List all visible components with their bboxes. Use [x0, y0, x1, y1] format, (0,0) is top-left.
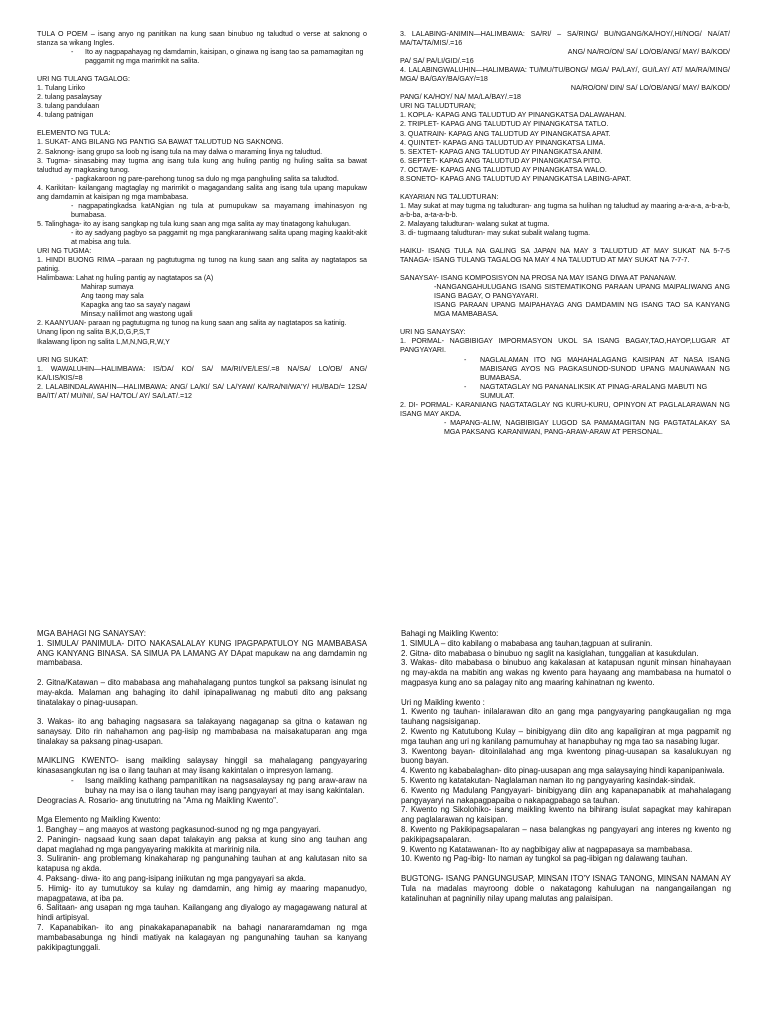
text-line: 4. Paksang- diwa- ito ang pang-isipang iniikutan ng mga pangyayari sa akda.	[37, 873, 306, 883]
text-line: 1. Banghay – ang maayos at wastong pagkasunod-sunod ng ng mga pangyayari.	[37, 824, 321, 834]
blank-line	[37, 805, 367, 815]
text-line: - Ito ay nagpapahayag ng damdamin, kaisipan, o ginawa ng isang tao sa pamamagitan ng paggamit ng mga marirrikit na salita.	[37, 48, 367, 66]
blank-line	[37, 747, 367, 757]
text-line: 3. LALABING-ANIMIN—HALIMBAWA: SA/RI/ – SA/RING/ BU/NGANG/KA/HOY/,HI/NOG/ NA/AT/ MA/TA/TA/MIS/.=16	[400, 30, 730, 48]
blank-line	[37, 707, 367, 717]
text-line: 2. Saknong- isang grupo sa loob ng isang tula na may dalwa o maraming linya ng taludtud.	[37, 147, 323, 156]
blank-line	[37, 668, 367, 678]
text-line: SANAYSAY- ISANG KOMPOSISYON NA PROSA NA MAY ISANG DIWA AT PANANAW.	[400, 274, 677, 283]
blank-line	[401, 688, 731, 698]
text-line: 2. TRIPLET- KAPAG ANG TALUDTUD AY PINANGKATSA TATLO.	[400, 120, 609, 129]
text-line: 3. Kwentong bayan- ditoinilalahad ang mga kwentong pinag-uusapan sa kasalukuyan ng buong bayan.	[401, 746, 731, 766]
text-line: Unang lipon ng salita B,K,D,G,P,S,T	[37, 328, 151, 337]
text-line: 2. tulang pasalaysay	[37, 93, 102, 102]
column-top-left	[37, 30, 367, 512]
text-line: 7. Kwento ng Sikolohiko- isang maikling kwento na bihirang isulat sapagkat may kahirapan ang paglalarawan ng kaisipan.	[401, 805, 731, 825]
text-line: Uri ng Maikling kwento :	[401, 697, 485, 707]
text-line: ISANG PARAAN UPANG MAIPAHAYAG ANG DAMDAMIN NG ISANG TAO SA KANYANG MGA MAMBABASA.	[434, 301, 730, 319]
text-line: 5. Kwento ng katatakutan- Naglalaman naman ito ng pangyayaring kasindak-sindak.	[401, 775, 696, 785]
text-line: 3. Suliranin- ang problemang kinakaharap ng pangunahing tauhan at ang kalutasan nito sa katapusa ng akda.	[37, 854, 367, 874]
text-line: - ito ay sadyang pagbyo sa paggamit ng mga pangkaraniwang salita upang maging kaakit-akit at mabisa ang tula.	[71, 228, 367, 246]
text-line: TULA O POEM – isang anyo ng panitikan na kung saan binubuo ng taludtud o verse at saknong o stanza sa wikang Ingles.	[37, 30, 367, 48]
text-line: BUGTONG- ISANG PANGUNGUSAP, MINSAN ITO'Y ISNAG TANONG, MINSAN NAMAN AY Tula na madalas mayroong doble o nakatagong kahulugan na nangangailangan ng katalinuhan at pagniniliy nilay upang malutas ang palaisipan.	[401, 873, 731, 903]
blank-line	[400, 265, 730, 274]
text-line: PANG/ KA/HOY/ NA/ MA/LA/BAY/.=18	[400, 93, 521, 102]
text-line: Mga Elemento ng Maikling Kwento:	[37, 815, 161, 825]
blank-line	[400, 319, 730, 328]
blank-line	[401, 864, 731, 874]
text-line: 6. Salitaan- ang usapan ng mga tauhan. Kailangang ang diyalogo ay magagawang natural at hindi artipisyal.	[37, 903, 367, 923]
text-line: 4. Karikitan- kailangang magtaglay ng marirrikit o magagandang salita ang isang tula upang mapukaw ang damdamin at kaisipan ng mga mambabasa.	[37, 183, 367, 201]
text-line: - Isang maikling kathang pampanitikan na nagsasalaysay ng pang araw-araw na buhay na may isa o ilang tauhan may isang pangyayari at may isang kakintalan.	[37, 776, 367, 796]
text-line: Ikalawang lipon ng salita L,M,N,NG,R,W,Y	[37, 337, 170, 346]
blank-line	[37, 66, 367, 75]
text-line: - NAGLALAMAN ITO NG MAHAHALAGANG KAISIPAN AT NASA ISANG MABISANG AYOS NG PAGKASUNOD-SUNOD UPANG MAUNAWAAN NG BUMABASA.	[400, 356, 730, 383]
text-line: - NAGTATAGLAY NG PANANALIKSIK AT PINAG-ARALANG MABUTI NG SUMULAT.	[400, 383, 730, 401]
text-line: 7. Kapanabikan- ito ang pinakakapanapanabik na bahagi nanararamdaman ng mga mambabasabunga ng hindi matiyak na kalagayan ng pangunahing tauhan sa kanyang pakikipagtunggali.	[37, 922, 367, 952]
text-line: URI NG SUKAT:	[37, 355, 89, 364]
text-line: HAIKU- ISANG TULA NA GALING SA JAPAN NA MAY 3 TALUDTUD AT MAY SUKAT NA 5-7-5 TANAGA- ISANG TULANG TAGALOG NA MAY 4 NA TALUDTUD AT MAY SUKAT NA 7-7-7.	[400, 247, 730, 265]
text-line: MGA BAHAGI NG SANAYSAY:	[37, 629, 146, 638]
text-line: 4. LALABINGWALUHIN—HALIMBAWA: TU/MU/TU/BONG/ MGA/ PA/LAY/, GU/LAY/ AT/ MA/RA/MING/ MGA/ BA/GAY/BA/GAY/=18	[400, 66, 730, 84]
text-line: Minsa;y nalilimot ang wastong ugali	[81, 310, 193, 319]
blank-line	[37, 120, 367, 129]
text-line: URI NG TULANG TAGALOG:	[37, 75, 131, 84]
text-line: 4. Kwento ng kababalaghan- dito pinag-uusapan ang mga salaysaying hindi kapanipaniwala.	[401, 766, 725, 776]
text-line: 1. Tulang Liriko	[37, 84, 86, 93]
text-line: 1. PORMAL- NAGBIBIGAY IMPORMASYON UKOL SA ISANG BAGAY,TAO,HAYOP,LUGAR AT PANGYAYARI.	[400, 337, 730, 355]
text-line: Deogracias A. Rosario- ang tinututring na "Ama ng Maikling Kwento".	[37, 795, 279, 805]
text-line: 6. SEPTET- KAPAG ANG TALUDTUD AY PINANGKATSA PITO.	[400, 156, 602, 165]
text-line: - pagkakaroon ng pare-parehong tunog sa dulo ng mga panghuling salita sa taludtod.	[71, 174, 339, 183]
text-line: 8. Kwento ng Pakikipagsapalaran – nasa balangkas ng pangyayari ang interes ng kwento ng pakikipagsapalaran.	[401, 824, 731, 844]
text-line: 8.SONETO- KAPAG ANG TALUDTUD AY PINANGKATSA LABING-APAT.	[400, 174, 631, 183]
text-line: 5. Talinghaga- ito ay isang sangkap ng tula kung saan ang mga salita ay may tinatagong kahulugan.	[37, 219, 351, 228]
text-line: ANG/ NA/RO/ON/ SA/ LO/OB/ANG/ MAY/ BA/KOD/	[567, 48, 730, 57]
text-line: Mahirap sumaya	[81, 283, 134, 292]
column-top-right	[400, 30, 730, 512]
text-line: 2. Gitna- dito mababasa o binubuo ng saglit na kasiglahan, tunggalian at kasukdulan.	[401, 648, 699, 658]
text-line: 1. SIMULA/ PANIMULA- DITO NAKASALALAY KUNG IPAGPAPATULOY NG MAMBABASA ANG KANYANG BINASA. SA SIMUA PA LAMANG AY DApat mapukaw na ang damdamin ng mambabasa.	[37, 638, 367, 668]
text-line: 9. Kwento ng Katatawanan- Ito ay nagbibigay aliw at nagpapasaya sa mambabasa.	[401, 844, 693, 854]
text-line: 3. di- tugmaang taludturan- may sukat subalit walang tugma.	[400, 228, 591, 237]
text-line: 2. LALABINDALAWAHIN—HALIMBAWA: ANG/ LA/KI/ SA/ LA/YAW/ KA/RA/NI/WA'Y/ HU/BAD/= 12SA/ BA/IT/ AT/ MU/NI/, SA/ HA/TOL/ AY/ SA/LAT/.=12	[37, 382, 367, 400]
text-line: ELEMENTO NG TULA:	[37, 129, 111, 138]
text-line: URI NG TUGMA:	[37, 247, 92, 256]
text-line: 2. Kwento ng Katutubong Kulay – binibigyang diin dito ang kapaligiran at mga pagpamit ng mga tauhan ang uri ng kanilang pamumuhay at hanapbuhay ng mga tao sa nasabing lugar.	[401, 726, 731, 746]
text-line: 1. KOPLA- KAPAG ANG TALUDTUD AY PINANGKATSA DALAWAHAN.	[400, 111, 627, 120]
text-line: 2. KAANYUAN- paraan ng pagtutugma ng tunog na kung saan ang salita ay nagtatapos sa katinig.	[37, 319, 347, 328]
text-line: 1. HINDI BUONG RIMA –paraan ng pagtutugma ng tunog na kung saan ang salita ay nagtatapos sa patinig.	[37, 256, 367, 274]
text-line: -NANGANGAHULUGANG ISANG SISTEMATIKONG PARAAN UPANG MAIPALIWANG ANG ISANG BAGAY, O PANGYAYARI.	[434, 283, 730, 301]
text-line: 3. Wakas- dito mababasa o binubuo ang kakalasan at katapusan ngunit minsan hinahayaan ng may-akda na mabitin ang wakas ng kwento para hayaang ang mambabasa na humatol o magpasya kung ano sa palagay nito ang maaring kahinatnan ng kwento.	[401, 658, 731, 687]
text-line: 7. OCTAVE- KAPAG ANG TALUDTUD AY PINANGKATSA WALO.	[400, 165, 607, 174]
blank-line	[37, 347, 367, 356]
text-line: 5. SEXTET- KAPAG ANG TALUDTUD AY PINANGKATSA ANIM.	[400, 147, 603, 156]
text-line: 1. Kwento ng tauhan- inilalarawan dito an gang mga pangyayaring pangkaugalian ng mga tauhang nagsisiganap.	[401, 707, 731, 727]
text-line: - MAPANG-ALIW, NAGBIBIGAY LUGOD SA PAMAMAGITAN NG PAGTATALAKAY SA MGA PAKSANG KARANIWAN, PANG-ARAW-ARAW AT PERSONAL.	[444, 418, 730, 436]
text-line: 1. SUKAT- ANG BILANG NG PANTIG SA BAWAT TALUDTUD NG SAKNONG.	[37, 138, 284, 147]
text-line: 2. DI- PORMAL- KARANIANG NAGTATAGLAY NG KURU-KURU, OPINYON AT PAGLALARAWAN NG ISANG MAY AKDA.	[400, 400, 730, 418]
text-line: Ang taong may sala	[81, 292, 144, 301]
text-line: 2. Malayang taludturan- walang sukat at tugma.	[400, 219, 550, 228]
text-line: - nagpapatingkadsa katANgian ng tula at pumupukaw sa mayamang imahinasyon ng bumabasa.	[71, 201, 367, 219]
text-line: 6. Kwento ng Madulang Pangyayari- binibigyang diin ang kapanapanabik at mahahalagang pangyayaryi na nakapagpapaiba o nakapagpabago sa tauhan.	[401, 785, 731, 805]
text-line: URI NG SANAYSAY:	[400, 328, 466, 337]
column-bottom-right	[401, 629, 731, 1024]
text-line: 3. Wakas- ito ang bahaging nagsasara sa talakayang nagaganap sa gitna o katawan ng sanaysay. Dito rin nahahamon ang pag-iisip ng mambabasa na maisakatuparan ang mga tinalakay sa paksang pinag-usapan.	[37, 717, 367, 746]
text-line: NA/RO/ON/ DIN/ SA/ LO/OB/ANG/ MAY/ BA/KOD/	[570, 84, 730, 93]
text-line: MAIKLING KWENTO- isang maikling salaysay hinggil sa mahalagang pangyayaring kinasasangkutan ng isa o ilang tauhan at may iisang kakintalan o impresyon lamang.	[37, 756, 367, 776]
text-line: 2. Gitna/Katawan – dito mababasa ang mahahalagang puntos tungkol sa paksang isinulat ng may-akda. Malaman ang bahaging ito dahil ipinapaliwanag ng mabuti dito ang paksang tinatalakay o pinag-uusapan.	[37, 677, 367, 707]
text-line: 3. Tugma- sinasabing may tugma ang isang tula kung ang huling pantig ng huling salita sa bawat taludtud ay magkasing tunog.	[37, 156, 367, 174]
text-line: URI NG TALUDTURAN;	[400, 102, 476, 111]
column-bottom-left	[37, 629, 367, 1024]
text-line: 1. May sukat at may tugma ng taludturan- ang tugma sa hulihan ng taludtud ay maaring a-a-a-a, a-b-a-b, a-b-ba, a-ta-a-b-b.	[400, 201, 730, 219]
text-line: 3. tulang pandulaan	[37, 102, 100, 111]
text-line: 5. Himig- ito ay tumutukoy sa kulay ng damdamin, ang himig ay maaring mapanudyo, mapagpatawa, at iba pa.	[37, 883, 367, 903]
text-line: 4. QUINTET- KAPAG ANG TALUDTUD AY PINANGKATSA LIMA.	[400, 138, 606, 147]
text-line: Halimbawa: Lahat ng huling pantig ay nagtatapos sa (A)	[37, 274, 214, 283]
text-line: 2. Paningin- nagsaad kung saan dapat talakayin ang paksa at kung sino ang tauhan ang dapat maglahad ng mga pangyayaring makikita at maririnig nila.	[37, 834, 367, 854]
text-line: KAYARIAN NG TALUDTURAN:	[400, 192, 499, 201]
blank-line	[400, 238, 730, 247]
text-line: PA/ SA/ PA/LI/GID/.=16	[400, 57, 474, 66]
text-line: 4. tulang patnigan	[37, 111, 94, 120]
blank-line	[400, 184, 730, 193]
text-line: 1. SIMULA – dito kabilang o mababasa ang tauhan,tagpuan at suliranin.	[401, 638, 653, 648]
text-line: 10. Kwento ng Pag-ibig- Ito naman ay tungkol sa pag-iibigan ng dalawang tauhan.	[401, 854, 688, 864]
text-line: 3. QUATRAIN- KAPAG ANG TALUDTUD AY PINANGKATSA APAT.	[400, 129, 611, 138]
text-line: Kapagka ang tao sa saya'y nagawi	[81, 301, 191, 310]
text-line: Bahagi ng Maikling Kwento:	[401, 629, 499, 638]
text-line: 1. WAWALUHIN—HALIMBAWA: IS/DA/ KO/ SA/ MA/RI/VE/LES/.=8 NA/SA/ LO/OB/ ANG/ KA/LIS/KIS/=8	[37, 364, 367, 382]
